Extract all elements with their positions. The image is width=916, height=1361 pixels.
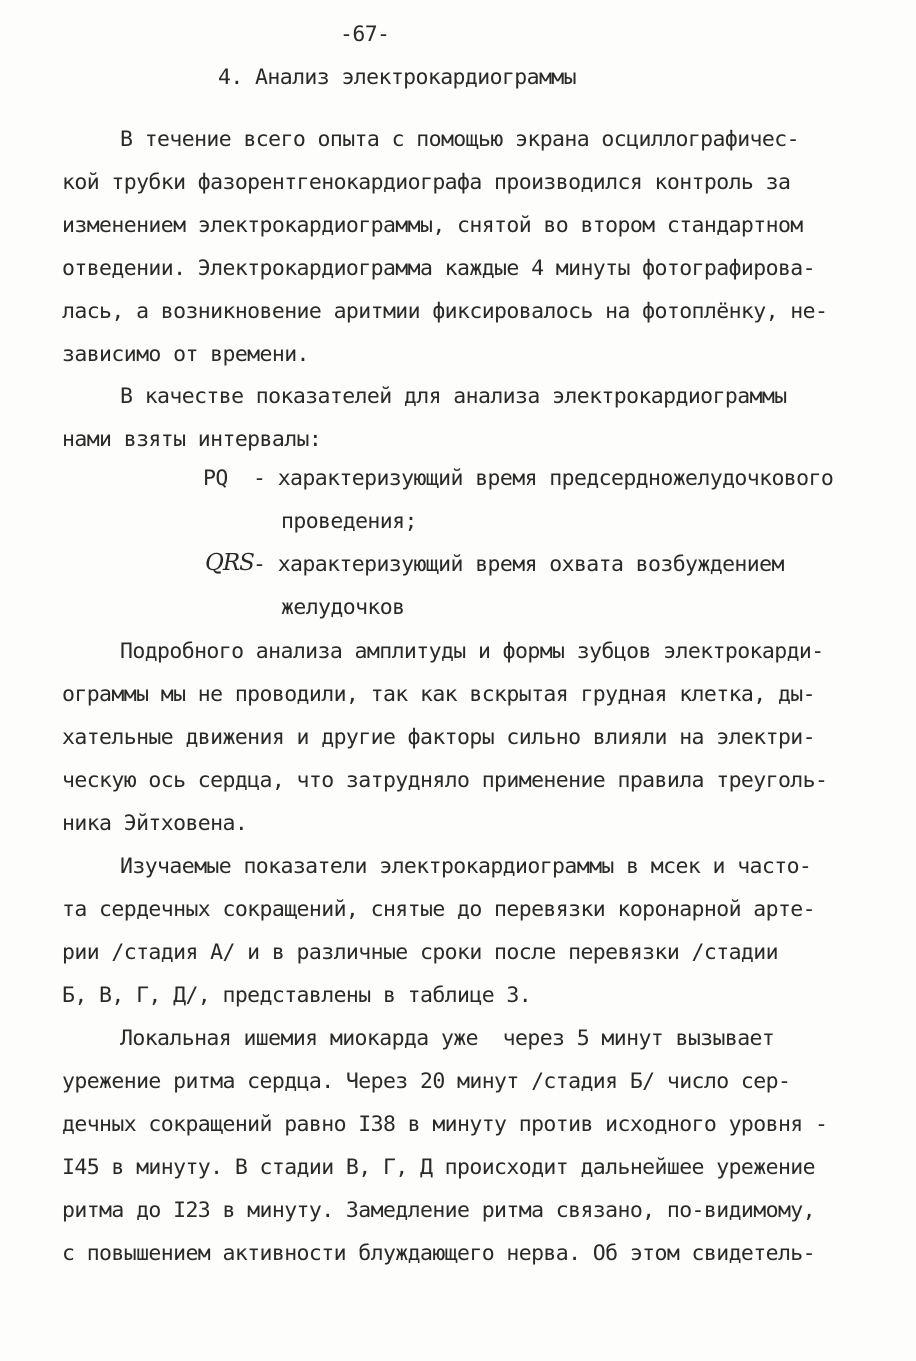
paragraph1-line: В течение всего опыта с помощью экрана осциллографичес- (120, 127, 799, 152)
paragraph5-line: дечных сокращений равно I38 в минуту против исходного уровня - (62, 1112, 828, 1137)
paragraph1-line: кой трубки фазорентгенокардиографа производился контроль за (62, 170, 791, 195)
paragraph5-line: Локальная ишемия миокарда уже через 5 минут вызывает (120, 1026, 775, 1051)
paragraph1-line: отведении. Электрокардиограмма каждые 4 минуты фотографирова- (62, 256, 815, 281)
paragraph3-line: ника Эйтховена. (62, 811, 248, 836)
paragraph1-line: зависимо от времени. (62, 342, 309, 367)
paragraph3-line: ческую ось сердца, что затрудняло применение правила треуголь- (62, 768, 828, 793)
paragraph5-line: ритма до I23 в минуту. Замедление ритма связано, по-видимому, (62, 1198, 815, 1223)
interval-label-qrs-handwritten: QRS (205, 550, 254, 576)
paragraph4-line: та сердечных сокращений, снятые до перевязки коронарной арте- (62, 897, 815, 922)
paragraph4-line: рии /стадия А/ и в различные сроки после перевязки /стадии (62, 940, 778, 965)
paragraph2-line: нами взяты интервалы: (62, 427, 322, 452)
interval-description-line: - характеризующий время предсердножелудочкового (253, 466, 834, 491)
interval-description-line: желудочков (281, 595, 405, 620)
paragraph5-line: с повышением активности блуждающего нерва. Об этом свидетель- (62, 1241, 815, 1266)
paragraph3-line: хательные движения и другие факторы сильно влияли на электри- (62, 725, 815, 750)
interval-description-line: проведения; (281, 509, 417, 534)
interval-label-pq: PQ (203, 466, 228, 491)
paragraph5-line: урежение ритма сердца. Через 20 минут /стадия Б/ число сер- (62, 1069, 791, 1094)
paragraph2-line: В качестве показателей для анализа электрокардиограммы (120, 384, 787, 409)
paragraph1-line: лась, а возникновение аритмии фиксировалось на фотоплёнку, не- (62, 299, 828, 324)
paragraph5-line: I45 в минуту. В стадии В, Г, Д происходит дальнейшее урежение (62, 1155, 815, 1180)
page-number: -67- (340, 22, 390, 47)
paragraph1-line: изменением электрокардиограммы, снятой во втором стандартном (62, 213, 803, 238)
paragraph4-line: Изучаемые показатели электрокардиограммы в мсек и часто- (120, 854, 812, 879)
paragraph3-line: ограммы мы не проводили, так как вскрытая грудная клетка, ды- (62, 682, 815, 707)
paragraph3-line: Подробного анализа амплитуды и формы зубцов электрокарди- (120, 639, 824, 664)
interval-description-line: - характеризующий время охвата возбуждением (253, 552, 784, 577)
paragraph4-line: Б, В, Г, Д/, представлены в таблице 3. (62, 983, 532, 1008)
section-heading: 4. Анализ электрокардиограммы (218, 65, 576, 90)
